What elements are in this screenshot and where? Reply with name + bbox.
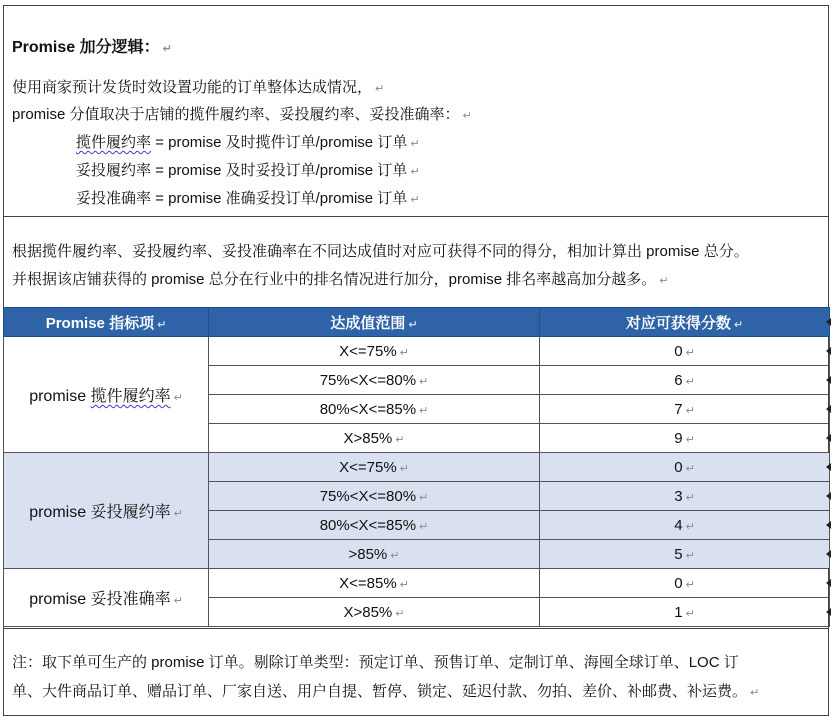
paragraph-mark-icon: ↵ bbox=[399, 462, 409, 475]
table-row bbox=[4, 569, 830, 598]
paragraph-mark-icon: ↵ bbox=[173, 392, 183, 404]
note-line-1-text: 注：取下单可生产的 promise 订单。剔除订单类型：预定订单、预售订单、定制订单、海囤全球订单、LOC 订 bbox=[12, 654, 739, 671]
range-cell bbox=[209, 337, 540, 366]
metric-prefix: promise bbox=[29, 504, 91, 521]
paragraph-mark-icon: ↵ bbox=[408, 318, 418, 331]
score-cell bbox=[540, 424, 830, 453]
range-text: 75%<X<=80% bbox=[319, 371, 417, 389]
formula-1 bbox=[76, 131, 420, 152]
paragraph-mark-icon: ↵ bbox=[659, 275, 669, 287]
paragraph-mark-icon: ↵ bbox=[462, 110, 472, 122]
paragraph-mark-icon: ↵ bbox=[410, 194, 420, 206]
paragraph-mark-icon: ↵ bbox=[685, 549, 695, 562]
metric-term: 揽件履约率 bbox=[90, 388, 171, 405]
paragraph-mark-icon: ↵ bbox=[375, 83, 385, 95]
paragraph-mark-icon: ↵ bbox=[685, 491, 695, 504]
paragraph-mark-icon: ↵ bbox=[162, 43, 172, 55]
metric-cell bbox=[4, 569, 209, 627]
paragraph-mark-icon: ↵ bbox=[410, 138, 420, 150]
paragraph-mark-icon: ↵ bbox=[685, 578, 695, 591]
header-metric bbox=[4, 308, 209, 337]
range-cell bbox=[209, 482, 540, 511]
formula-2 bbox=[76, 159, 420, 180]
paragraph-mark-icon: ↵ bbox=[685, 346, 695, 359]
page-title bbox=[12, 34, 172, 57]
paragraph-mark-icon: ↵ bbox=[419, 375, 429, 388]
table-row bbox=[4, 453, 830, 482]
range-cell bbox=[209, 598, 540, 627]
intro-line-1-text: 使用商家预计发货时效设置功能的订单整体达成情况， bbox=[12, 79, 373, 96]
score-text: 7 bbox=[674, 400, 683, 418]
paragraph-mark-icon: ↵ bbox=[173, 508, 183, 520]
paragraph-mark-icon: ↵ bbox=[399, 346, 409, 359]
formula-3 bbox=[76, 187, 420, 208]
paragraph-mark-icon: ↵ bbox=[685, 404, 695, 417]
row-marker-icon bbox=[826, 579, 831, 587]
score-text: 0 bbox=[674, 342, 683, 360]
metric-cell bbox=[4, 453, 209, 569]
paragraph-mark-icon: ↵ bbox=[750, 687, 760, 699]
row-marker-icon bbox=[826, 434, 831, 442]
row-marker-icon bbox=[826, 492, 831, 500]
score-text: 0 bbox=[674, 458, 683, 476]
paragraph-mark-icon: ↵ bbox=[395, 433, 405, 446]
header-score bbox=[540, 308, 830, 337]
score-cell bbox=[540, 366, 830, 395]
range-cell bbox=[209, 511, 540, 540]
score-text: 9 bbox=[674, 429, 683, 447]
header-metric-text: Promise 指标项 bbox=[45, 314, 155, 332]
rule-line-2 bbox=[12, 268, 668, 289]
formula-1-rest: = promise 及时揽件订单/promise 订单 bbox=[151, 134, 408, 151]
header-range-text: 达成值范围 bbox=[330, 314, 406, 332]
paragraph-mark-icon: ↵ bbox=[733, 318, 744, 331]
row-marker-icon bbox=[826, 463, 831, 471]
range-cell bbox=[209, 395, 540, 424]
range-text: X<=75% bbox=[339, 458, 397, 476]
range-text: X<=75% bbox=[339, 342, 397, 360]
range-text: >85% bbox=[348, 545, 388, 563]
paragraph-mark-icon: ↵ bbox=[685, 462, 695, 475]
rule-line-2-text: 并根据该店铺获得的 promise 总分在行业中的排名情况进行加分，promise 排名率越高加分越多。 bbox=[12, 271, 657, 288]
paragraph-mark-icon: ↵ bbox=[419, 520, 429, 533]
section-divider bbox=[3, 628, 829, 629]
score-text: 6 bbox=[674, 371, 683, 389]
paragraph-mark-icon: ↵ bbox=[157, 318, 167, 331]
range-cell bbox=[209, 540, 540, 569]
score-text: 1 bbox=[674, 603, 683, 621]
score-text: 3 bbox=[674, 487, 683, 505]
formula-3-text: 妥投准确率 = promise 准确妥投订单/promise 订单 bbox=[76, 190, 408, 207]
range-cell bbox=[209, 366, 540, 395]
rule-line-1 bbox=[12, 240, 749, 261]
rule-line-1-text: 根据揽件履约率、妥投履约率、妥投准确率在不同达成值时对应可获得不同的得分，相加计算出 promise 总分。 bbox=[12, 243, 749, 260]
range-cell bbox=[209, 453, 540, 482]
paragraph-mark-icon: ↵ bbox=[685, 433, 695, 446]
score-cell bbox=[540, 598, 830, 627]
range-cell bbox=[209, 424, 540, 453]
intro-line-2 bbox=[12, 103, 472, 124]
metric-prefix: promise bbox=[29, 591, 91, 608]
score-text: 0 bbox=[674, 574, 683, 592]
score-text: 4 bbox=[674, 516, 683, 534]
intro-line-1 bbox=[12, 76, 384, 97]
formula-2-text: 妥投履约率 = promise 及时妥投订单/promise 订单 bbox=[76, 162, 408, 179]
note-line-1 bbox=[12, 651, 739, 672]
score-cell bbox=[540, 511, 830, 540]
row-marker-icon bbox=[826, 608, 831, 616]
score-text: 5 bbox=[674, 545, 683, 563]
paragraph-mark-icon: ↵ bbox=[419, 404, 429, 417]
intro-line-2-text: promise 分值取决于店铺的揽件履约率、妥投履约率、妥投准确率： bbox=[12, 106, 460, 123]
score-cell bbox=[540, 540, 830, 569]
paragraph-mark-icon: ↵ bbox=[173, 595, 183, 607]
formula-1-term: 揽件履约率 bbox=[76, 134, 152, 151]
title-text: Promise 加分逻辑： bbox=[12, 39, 160, 56]
metric-prefix: promise bbox=[29, 388, 91, 405]
row-marker-icon bbox=[826, 521, 831, 529]
score-cell bbox=[540, 482, 830, 511]
note-line-2 bbox=[12, 680, 759, 701]
score-cell bbox=[540, 337, 830, 366]
row-marker-icon bbox=[826, 318, 831, 326]
range-text: X<=85% bbox=[339, 574, 397, 592]
row-marker-icon bbox=[826, 550, 831, 558]
header-range bbox=[209, 308, 540, 337]
table-header-row bbox=[4, 308, 830, 337]
range-text: 75%<X<=80% bbox=[319, 487, 417, 505]
range-text: 80%<X<=85% bbox=[319, 400, 417, 418]
score-cell bbox=[540, 569, 830, 598]
metric-term: 妥投履约率 bbox=[90, 504, 171, 521]
row-marker-icon bbox=[826, 405, 831, 413]
metric-term: 妥投准确率 bbox=[90, 591, 171, 608]
metric-cell bbox=[4, 337, 209, 453]
score-cell bbox=[540, 453, 830, 482]
range-text: X>85% bbox=[343, 603, 393, 621]
paragraph-mark-icon: ↵ bbox=[395, 607, 405, 620]
range-cell bbox=[209, 569, 540, 598]
score-cell bbox=[540, 395, 830, 424]
paragraph-mark-icon: ↵ bbox=[685, 607, 695, 620]
note-line-2-text: 单、大件商品订单、赠品订单、厂家自送、用户自提、暂停、锁定、延迟付款、勿拍、差价、补邮费、补运费。 bbox=[12, 683, 748, 700]
row-marker-icon bbox=[826, 347, 831, 355]
paragraph-mark-icon: ↵ bbox=[410, 166, 420, 178]
row-marker-icon bbox=[826, 376, 831, 384]
table-row bbox=[4, 337, 830, 366]
paragraph-mark-icon: ↵ bbox=[685, 375, 695, 388]
section-divider bbox=[3, 216, 829, 217]
paragraph-mark-icon: ↵ bbox=[399, 578, 409, 591]
header-score-text: 对应可获得分数 bbox=[625, 314, 731, 332]
range-text: X>85% bbox=[343, 429, 393, 447]
promise-score-table bbox=[3, 307, 830, 627]
range-text: 80%<X<=85% bbox=[319, 516, 417, 534]
paragraph-mark-icon: ↵ bbox=[419, 491, 429, 504]
paragraph-mark-icon: ↵ bbox=[685, 520, 695, 533]
paragraph-mark-icon: ↵ bbox=[390, 549, 400, 562]
